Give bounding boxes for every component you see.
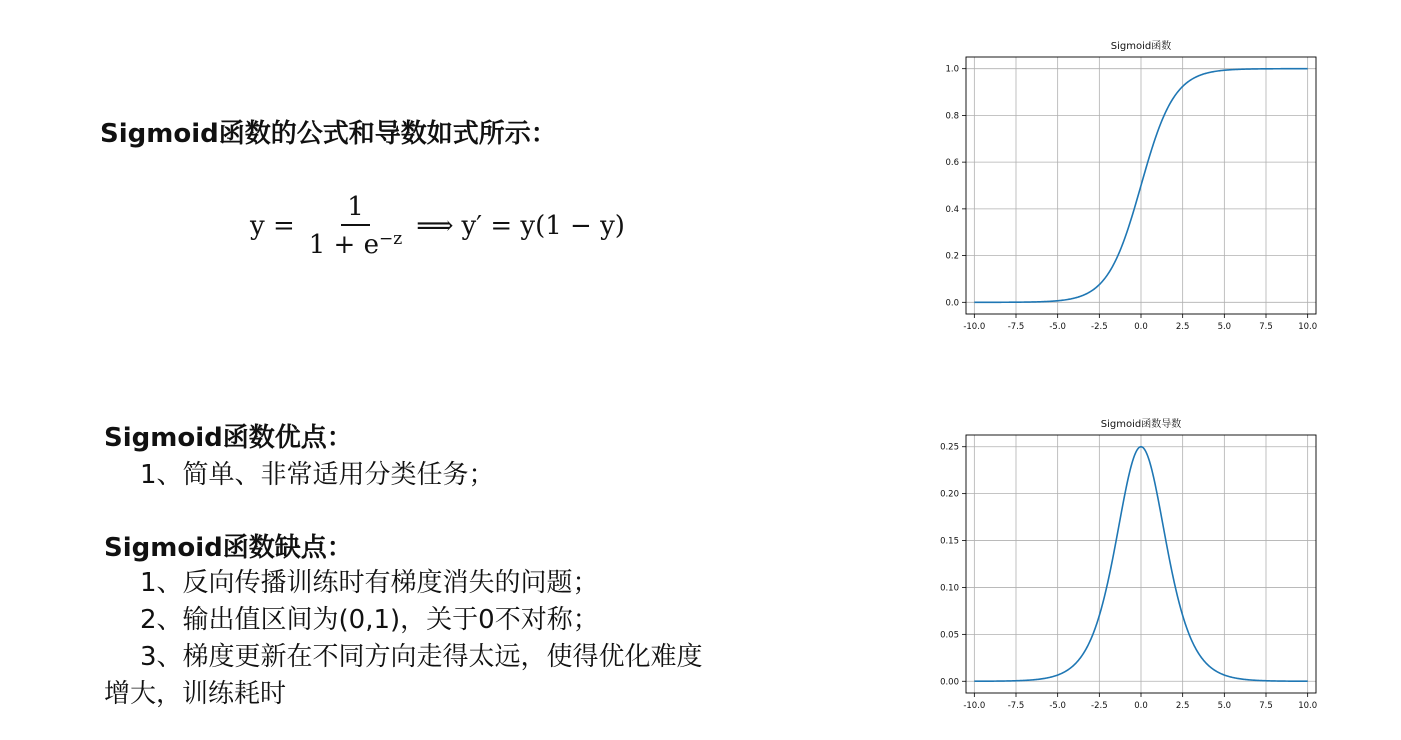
y-tick-label: 1.0 — [945, 64, 959, 75]
x-tick-label: 0.0 — [1134, 322, 1148, 332]
x-tick-label: 7.5 — [1259, 322, 1273, 332]
y-tick-label: 0.00 — [940, 677, 959, 688]
y-tick-label: 0.6 — [945, 158, 959, 169]
x-tick-label: -10.0 — [963, 701, 986, 711]
y-tick-label: 0.10 — [940, 583, 959, 594]
x-tick-label: 2.5 — [1175, 322, 1190, 332]
sigmoid-chart — [930, 30, 1330, 340]
formula-denominator: 1 + e — [308, 230, 379, 260]
y-tick-label: 0.05 — [940, 630, 959, 641]
x-tick-label: -2.5 — [1091, 322, 1108, 332]
disadvantages-title: Sigmoid函数缺点： — [104, 533, 353, 563]
disadvantage-item: 1、反向传播训练时有梯度消失的问题； — [140, 568, 599, 598]
disadvantage-item: 3、梯度更新在不同方向走得太远，使得优化难度 — [140, 642, 703, 672]
chart-title: Sigmoid函数 — [1110, 41, 1172, 52]
x-tick-label: -7.5 — [1007, 701, 1025, 711]
x-tick-label: 5.0 — [1217, 701, 1232, 711]
formula-numerator: 1 — [341, 192, 370, 226]
formula-denominator-wrap — [303, 226, 408, 260]
x-tick-label: -10.0 — [963, 322, 986, 332]
y-tick-label: 0.20 — [940, 489, 959, 500]
formula-fraction — [303, 192, 408, 260]
x-tick-label: -5.0 — [1049, 322, 1066, 332]
chart-title: Sigmoid函数导数 — [1100, 419, 1182, 430]
formula-heading: Sigmoid函数的公式和导数如式所示： — [100, 119, 557, 149]
y-tick-label: 0.2 — [945, 251, 959, 262]
y-tick-label: 0.25 — [940, 442, 959, 453]
y-tick-label: 0.8 — [945, 111, 959, 122]
formula-exponent: −z — [379, 229, 403, 249]
y-tick-label: 0.4 — [945, 204, 959, 215]
x-tick-label: -5.0 — [1049, 701, 1066, 711]
x-tick-label: 2.5 — [1175, 701, 1190, 711]
disadvantage-continuation: 增大，训练耗时 — [104, 679, 287, 709]
y-tick-label: 0.0 — [945, 298, 959, 309]
advantage-item: 1、简单、非常适用分类任务； — [140, 460, 495, 490]
x-tick-label: 7.5 — [1259, 701, 1273, 711]
sigmoid-derivative-chart — [930, 410, 1330, 720]
x-tick-label: -2.5 — [1091, 701, 1108, 711]
x-tick-label: 10.0 — [1298, 701, 1318, 711]
formula-rhs: y′ = y(1 − y) — [461, 211, 625, 241]
x-tick-label: -7.5 — [1007, 322, 1025, 332]
y-tick-label: 0.15 — [940, 536, 959, 547]
x-tick-label: 10.0 — [1298, 322, 1318, 332]
advantages-title: Sigmoid函数优点： — [104, 423, 353, 453]
formula-lhs: y = — [250, 211, 295, 241]
x-tick-label: 5.0 — [1217, 322, 1232, 332]
sigmoid-formula — [250, 188, 625, 264]
formula-arrow: ⟹ — [416, 211, 454, 241]
x-tick-label: 0.0 — [1134, 701, 1148, 711]
disadvantage-item: 2、输出值区间为(0,1)，关于0不对称； — [140, 605, 599, 635]
